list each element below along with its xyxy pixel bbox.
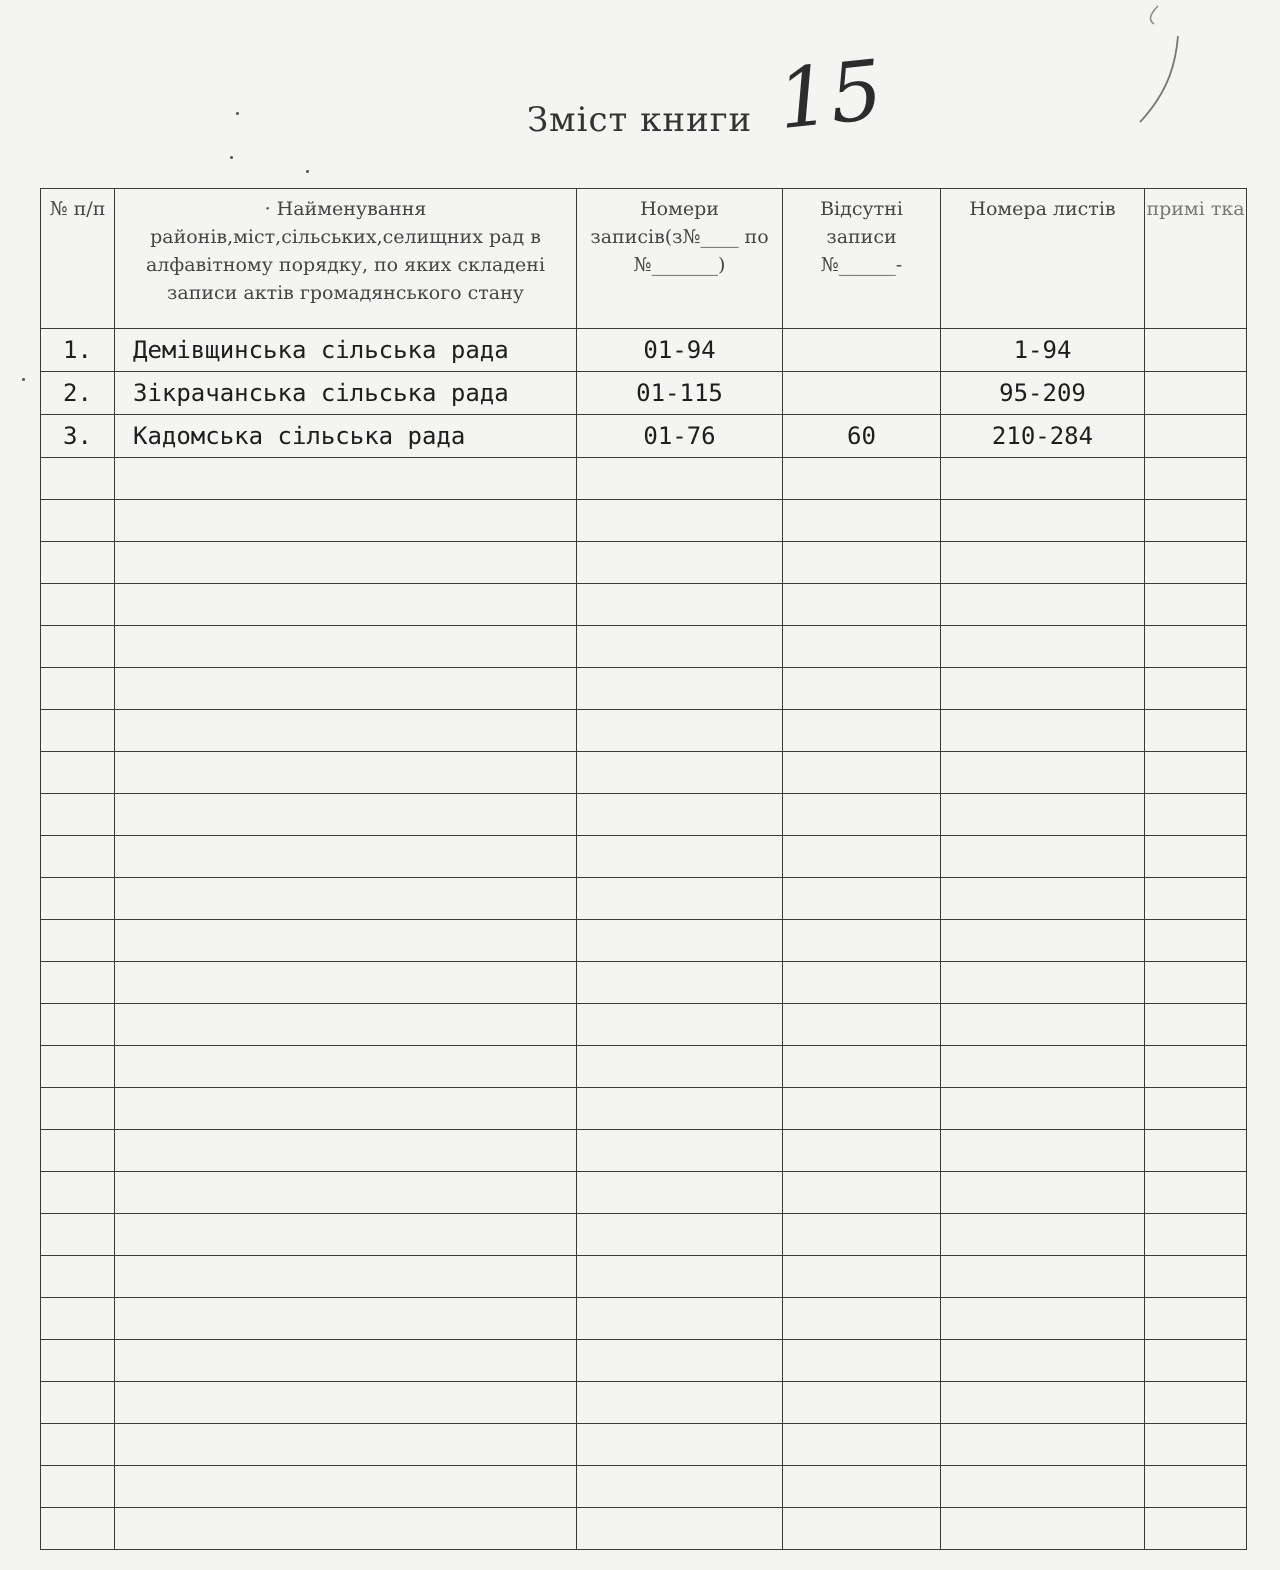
cell-note [1145,500,1247,542]
cell-number [41,1046,115,1088]
cell-sheets: 210-284 [941,415,1145,458]
cell-sheets [941,1424,1145,1466]
cell-number [41,542,115,584]
cell-sheets [941,668,1145,710]
cell-sheets [941,542,1145,584]
cell-note [1145,1466,1247,1508]
cell-missing [783,1340,941,1382]
cell-name [115,920,577,962]
cell-name [115,1256,577,1298]
cell-sheets [941,1172,1145,1214]
cell-missing [783,1130,941,1172]
cell-number [41,1298,115,1340]
blank-table-row [41,1004,1247,1046]
cell-name [115,878,577,920]
paper-speck [230,156,233,159]
cell-sheets [941,1298,1145,1340]
cell-missing [783,962,941,1004]
blank-table-row [41,836,1247,878]
cell-note [1145,1340,1247,1382]
cell-name [115,836,577,878]
cell-sheets: 95-209 [941,372,1145,415]
cell-name [115,962,577,1004]
blank-table-row [41,458,1247,500]
blank-table-row [41,1466,1247,1508]
page-title: Зміст книги [527,100,753,140]
cell-number [41,920,115,962]
cell-note [1145,415,1247,458]
cell-name [115,1088,577,1130]
cell-record-range [577,584,783,626]
cell-missing [783,1466,941,1508]
cell-sheets [941,458,1145,500]
table-row [41,415,1247,458]
cell-sheets [941,584,1145,626]
cell-record-range [577,1172,783,1214]
cell-record-range [577,1466,783,1508]
header-sheets: Номера листів [941,189,1145,329]
cell-note [1145,962,1247,1004]
cell-missing [783,752,941,794]
cell-record-range [577,1256,783,1298]
cell-record-range [577,836,783,878]
cell-note [1145,1382,1247,1424]
cell-number [41,794,115,836]
blank-table-row [41,710,1247,752]
cell-note [1145,626,1247,668]
blank-table-row [41,1424,1247,1466]
cell-note [1145,1256,1247,1298]
cell-missing [783,626,941,668]
cell-name [115,1214,577,1256]
cell-record-range [577,794,783,836]
cell-note [1145,458,1247,500]
cell-missing [783,458,941,500]
cell-number [41,1508,115,1550]
cell-record-range [577,626,783,668]
cell-number [41,1088,115,1130]
cell-missing [783,1004,941,1046]
header-missing: Відсутні записи №______- [783,189,941,329]
cell-number [41,1130,115,1172]
cell-record-range [577,1004,783,1046]
table-header-row [41,189,1247,329]
cell-record-range: 01-76 [577,415,783,458]
cell-note [1145,1214,1247,1256]
cell-record-range [577,1214,783,1256]
cell-name [115,752,577,794]
cell-name [115,458,577,500]
cell-name [115,1298,577,1340]
blank-table-row [41,1130,1247,1172]
pencil-mark-icon [1130,0,1190,130]
table-body [41,329,1247,1550]
cell-number [41,878,115,920]
cell-note [1145,668,1247,710]
cell-number [41,500,115,542]
cell-missing: 60 [783,415,941,458]
cell-note [1145,1508,1247,1550]
cell-note [1145,1172,1247,1214]
cell-name: Кадомська сільська рада [115,415,577,458]
blank-table-row [41,1382,1247,1424]
blank-table-row [41,584,1247,626]
header-note: примі тка [1145,189,1247,329]
cell-number [41,668,115,710]
cell-record-range [577,1424,783,1466]
cell-number [41,1256,115,1298]
cell-name [115,1508,577,1550]
blank-table-row [41,1172,1247,1214]
cell-missing [783,372,941,415]
blank-table-row [41,500,1247,542]
cell-number [41,1004,115,1046]
cell-note [1145,878,1247,920]
blank-table-row [41,1046,1247,1088]
cell-record-range [577,1298,783,1340]
cell-record-range [577,920,783,962]
cell-number [41,1214,115,1256]
cell-sheets [941,920,1145,962]
cell-missing [783,1046,941,1088]
cell-number [41,1466,115,1508]
blank-table-row [41,920,1247,962]
cell-missing [783,1256,941,1298]
cell-missing [783,1088,941,1130]
header-number: № п/п [41,189,115,329]
cell-name [115,1382,577,1424]
cell-record-range: 01-94 [577,329,783,372]
cell-record-range [577,458,783,500]
cell-record-range: 01-115 [577,372,783,415]
cell-number [41,584,115,626]
cell-note [1145,542,1247,584]
cell-sheets [941,500,1145,542]
cell-sheets [941,626,1145,668]
blank-table-row [41,668,1247,710]
cell-number: 3. [41,415,115,458]
cell-name [115,584,577,626]
cell-name [115,1340,577,1382]
blank-table-row [41,626,1247,668]
cell-name: Зікрачанська сільська рада [115,372,577,415]
cell-record-range [577,1382,783,1424]
blank-table-row [41,1256,1247,1298]
cell-sheets [941,962,1145,1004]
cell-name [115,668,577,710]
cell-sheets: 1-94 [941,329,1145,372]
cell-sheets [941,752,1145,794]
cell-sheets [941,1382,1145,1424]
cell-sheets [941,1004,1145,1046]
cell-name [115,1004,577,1046]
cell-number [41,710,115,752]
cell-missing [783,1382,941,1424]
cell-note [1145,584,1247,626]
paper-speck [22,378,25,381]
cell-note [1145,710,1247,752]
cell-sheets [941,1130,1145,1172]
cell-number [41,626,115,668]
cell-missing [783,878,941,920]
blank-table-row [41,1340,1247,1382]
cell-note [1145,836,1247,878]
cell-missing [783,542,941,584]
cell-note [1145,1004,1247,1046]
cell-sheets [941,878,1145,920]
cell-sheets [941,1088,1145,1130]
cell-number [41,1424,115,1466]
cell-name [115,500,577,542]
cell-record-range [577,1046,783,1088]
cell-number [41,962,115,1004]
cell-missing [783,584,941,626]
cell-name [115,542,577,584]
cell-record-range [577,752,783,794]
blank-table-row [41,962,1247,1004]
table-row [41,372,1247,415]
paper-speck [236,112,239,115]
cell-sheets [941,794,1145,836]
cell-sheets [941,1508,1145,1550]
blank-table-row [41,794,1247,836]
table-row [41,329,1247,372]
cell-sheets [941,1214,1145,1256]
cell-note [1145,794,1247,836]
cell-number [41,752,115,794]
cell-record-range [577,962,783,1004]
cell-missing [783,1214,941,1256]
cell-number [41,836,115,878]
cell-record-range [577,878,783,920]
cell-sheets [941,1340,1145,1382]
cell-missing [783,710,941,752]
cell-number: 1. [41,329,115,372]
cell-name [115,1130,577,1172]
cell-note [1145,1424,1247,1466]
cell-missing [783,1508,941,1550]
cell-missing [783,500,941,542]
blank-table-row [41,878,1247,920]
cell-missing [783,920,941,962]
cell-name: Демівщинська сільська рада [115,329,577,372]
cell-record-range [577,1088,783,1130]
cell-missing [783,1172,941,1214]
cell-number [41,1382,115,1424]
cell-note [1145,1130,1247,1172]
cell-missing [783,1424,941,1466]
cell-missing [783,1298,941,1340]
cell-note [1145,752,1247,794]
cell-number: 2. [41,372,115,415]
blank-table-row [41,1298,1247,1340]
cell-record-range [577,542,783,584]
blank-table-row [41,1508,1247,1550]
handwritten-page-number: 15 [773,42,888,149]
blank-table-row [41,752,1247,794]
cell-name [115,1424,577,1466]
cell-sheets [941,1046,1145,1088]
cell-note [1145,1298,1247,1340]
header-name: · Найменування районів,міст,сільських,селищних рад в алфавітному порядку, по яких складені записи актів громадянського стану [115,189,577,329]
contents-register-table [40,188,1247,1550]
cell-record-range [577,710,783,752]
cell-sheets [941,1466,1145,1508]
cell-missing [783,668,941,710]
cell-record-range [577,668,783,710]
cell-sheets [941,836,1145,878]
cell-record-range [577,1130,783,1172]
cell-name [115,794,577,836]
cell-number [41,1340,115,1382]
cell-missing [783,836,941,878]
blank-table-row [41,542,1247,584]
cell-name [115,1046,577,1088]
cell-record-range [577,500,783,542]
cell-note [1145,329,1247,372]
cell-name [115,626,577,668]
cell-sheets [941,1256,1145,1298]
cell-number [41,1172,115,1214]
blank-table-row [41,1214,1247,1256]
header-record-range: Номери записів(з№____ по №_______) [577,189,783,329]
cell-name [115,1172,577,1214]
cell-record-range [577,1340,783,1382]
cell-record-range [577,1508,783,1550]
cell-note [1145,1046,1247,1088]
cell-number [41,458,115,500]
cell-note [1145,920,1247,962]
cell-name [115,1466,577,1508]
paper-speck [306,170,309,173]
cell-sheets [941,710,1145,752]
cell-name [115,710,577,752]
cell-note [1145,1088,1247,1130]
cell-missing [783,794,941,836]
blank-table-row [41,1088,1247,1130]
cell-note [1145,372,1247,415]
cell-missing [783,329,941,372]
